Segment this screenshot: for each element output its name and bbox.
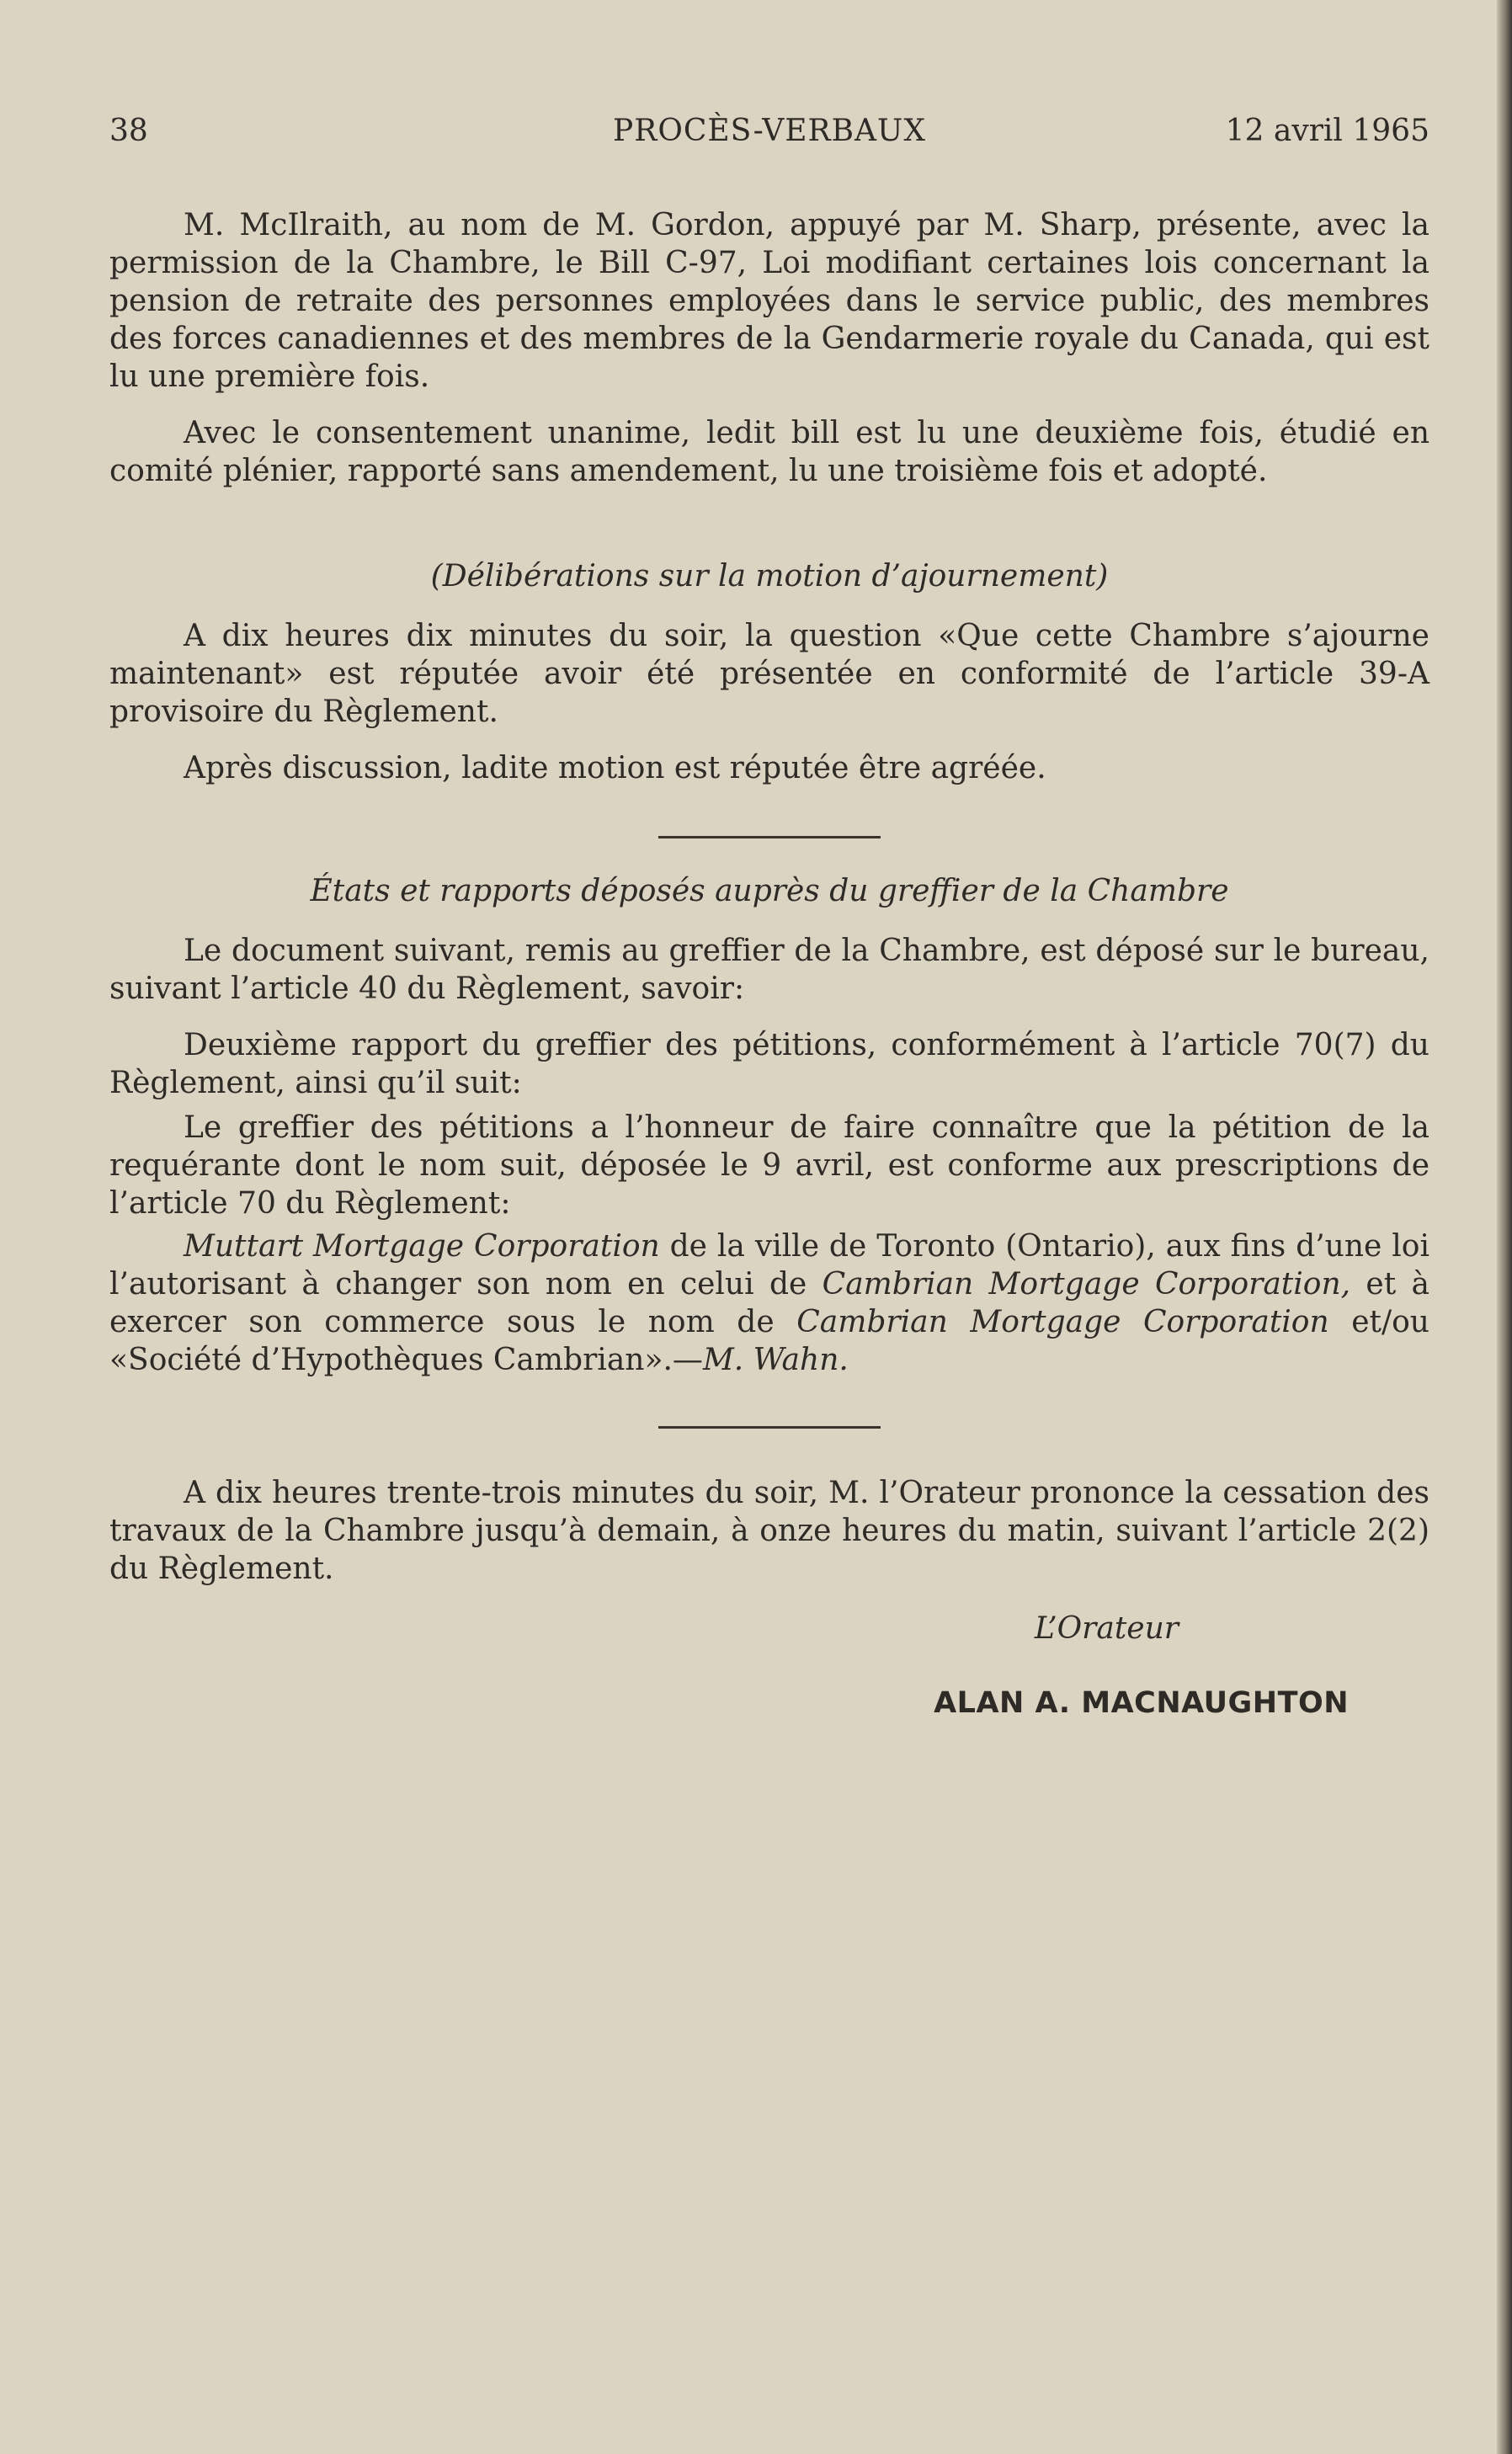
signature-role: L’Orateur [1034, 1611, 1179, 1646]
petition-sponsor: M. Wahn. [702, 1343, 849, 1377]
paragraph-petition-clerk: Le greffier des pétitions a l’honneur de faire connaître que la pétition de la requérante dont le nom suit, déposée le 9 avril, est conforme aux prescriptions de l’article 70 du Règlement: [109, 1110, 1429, 1221]
section-divider [658, 836, 881, 838]
page-title: PROCÈS-VERBAUX [613, 114, 926, 148]
petition-text-2: et à exercer son commerce sous le nom de [109, 1267, 1429, 1339]
petitioner-name: Muttart Mortgage Corporation [184, 1229, 660, 1264]
document-body [109, 206, 1429, 1722]
signature-name: ALAN A. MACNAUGHTON [934, 1686, 1349, 1720]
paragraph-second-report: Deuxième rapport du greffier des pétitions, conformément à l’article 70(7) du Règlement, ainsi qu’il suit: [109, 1028, 1429, 1100]
page-edge [1497, 0, 1512, 2454]
paragraph-adjournment-agreed: Après discussion, ladite motion est réputée être agréée. [184, 751, 1046, 785]
section-divider [658, 1426, 881, 1429]
petition-text-1: de la ville de Toronto (Ontario), aux fins d’une loi l’autorisant à changer son nom en celui de [109, 1229, 1429, 1302]
new-name-1: Cambrian Mortgage Corporation, [822, 1267, 1351, 1302]
paragraph-document-tabled: Le document suivant, remis au greffier de la Chambre, est déposé sur le bureau, suivant l’article 40 du Règlement, savoir: [109, 934, 1429, 1006]
petition-text-3: et/ou «Société d’Hypothèques Cambrian».— [109, 1305, 1429, 1377]
paragraph-closing: A dix heures trente-trois minutes du soir, M. l’Orateur prononce la cessation des travaux de la Chambre jusqu’à demain, à onze heures du matin, suivant l’article 2(2) du Règlement. [109, 1476, 1429, 1586]
section-title-adjournment: (Délibérations sur la motion d’ajournement) [430, 559, 1109, 594]
paragraph-petition [109, 1227, 1429, 1379]
paragraph-adjournment-question: A dix heures dix minutes du soir, la question «Que cette Chambre s’ajourne maintenant» est réputée avoir été présentée en conformité de l’article 39-A provisoire du Règlement. [109, 619, 1429, 729]
page-date: 12 avril 1965 [1225, 114, 1429, 148]
section-title-reports: États et rapports déposés auprès du greffier de la Chambre [310, 874, 1229, 908]
page-number: 38 [109, 114, 148, 148]
new-name-2: Cambrian Mortgage Corporation [796, 1305, 1329, 1339]
page-header [109, 114, 1429, 156]
paragraph-bill-adopted: Avec le consentement unanime, ledit bill est lu une deuxième fois, étudié en comité plénier, rapporté sans amendement, lu une troisième fois et adopté. [109, 416, 1429, 488]
paragraph-bill-introduction: M. McIlraith, au nom de M. Gordon, appuyé par M. Sharp, présente, avec la permission de la Chambre, le Bill C-97, Loi modifiant certaines lois concernant la pension de retraite des personnes employées dans le service public, des membres des forces canadiennes et des membres de la Gendarmerie royale du Canada, qui est lu une première fois. [109, 208, 1429, 394]
